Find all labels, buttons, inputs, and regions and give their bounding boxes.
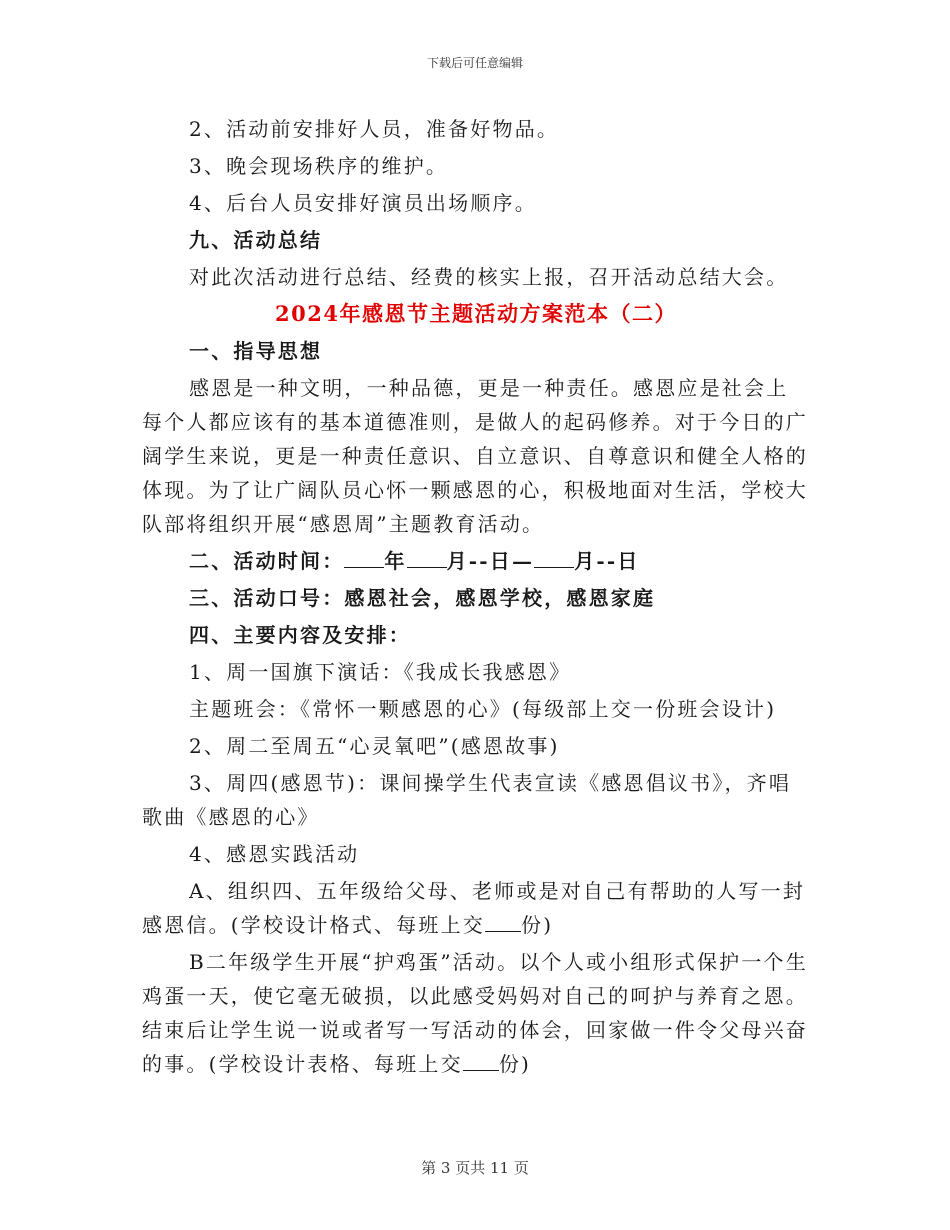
date-end-label: 月--日 [574,549,640,573]
blank-line [344,547,384,568]
activity-time-label: 二、活动时间： [189,549,345,573]
paragraph: 对此次活动进行总结、经费的核实上报，召开活动总结大会。 [189,265,789,289]
item-a-text: A、组织四、五年级给父母、老师或是对自己有帮助的人写一封感恩信。(学校设计格式、每班上交 [142,879,806,937]
item-line: 1、周一国旗下演话：《我成长我感恩》 [189,660,572,684]
page-footer: 第 3 页共 11 页 [421,1159,529,1177]
item-line: 主题班会：《常怀一颗感恩的心》(每级部上交一份班会设计) [189,697,777,721]
item-line: 2、周二至周五“心灵氧吧”(感恩故事) [189,734,560,758]
item-a-suffix: 份) [521,913,554,937]
page-header: 下载后可任意编辑 [426,56,523,70]
document-body [142,112,810,1084]
item-line: 2、活动前安排好人员，准备好物品。 [189,117,560,141]
section-heading: 三、活动口号：感恩社会，感恩学校，感恩家庭 [189,586,656,610]
blank-line [485,911,521,932]
section-heading: 一、指导思想 [189,339,323,363]
paragraph: 感恩是一种文明，一种品德，更是一种责任。感恩应是社会上每个人都应该有的基本道德准则，是做人的起码修养。对于今日的广阔学生来说，更是一种责任意识、自立意识、自尊意识和健全人格的体现。为了让广阔队员心怀一颗感恩的心，积极地面对生活，学校大队部将组织开展“感恩周”主题教育活动。 [142,376,808,536]
item-line [142,874,810,942]
date-mid-label: 月--日— [446,549,535,573]
section-heading [142,544,810,578]
document-title: 2024年感恩节主题活动方案范本（二） [275,301,677,326]
item-b-suffix: 份) [498,1052,532,1076]
year-label: 年 [384,549,407,573]
item-line: 3、周四(感恩节)：课间操学生代表宣读《感恩倡议书》，齐唱歌曲《感恩的心》 [142,771,792,829]
blank-line [534,547,574,568]
item-line: 4、后台人员安排好演员出场顺序。 [189,191,537,215]
blank-line [463,1050,499,1071]
item-line: 3、晚会现场秩序的维护。 [189,154,449,178]
section-heading: 四、主要内容及安排： [189,623,411,647]
blank-line [407,547,447,568]
item-line [142,945,810,1081]
item-line: 4、感恩实践活动 [189,842,360,866]
item-b-text: B二年级学生开展“护鸡蛋”活动。以个人或小组形式保护一个生鸡蛋一天，使它毫无破损，以此感受妈妈对自己的呵护与养育之恩。结束后让学生说一说或者写一写活动的体会，回家做一件令父母兴奋的事。(学校设计表格、每班上交 [142,950,808,1076]
section-heading: 九、活动总结 [189,228,323,252]
